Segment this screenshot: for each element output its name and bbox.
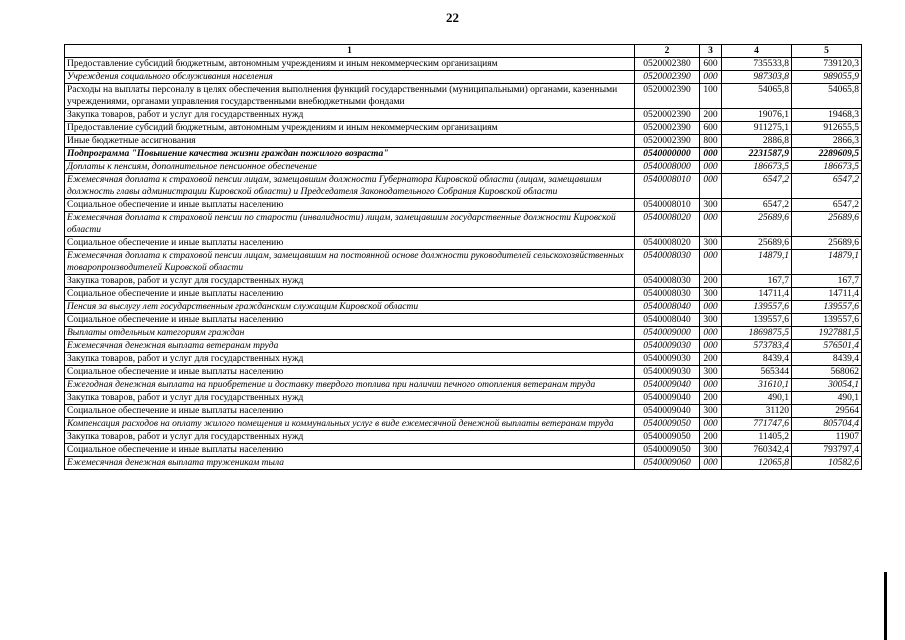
header-col-4: 4: [722, 45, 792, 58]
row-value-2024-cell: 167,7: [792, 275, 862, 288]
table-row: [65, 135, 862, 148]
row-type-cell: 800: [700, 135, 722, 148]
row-value-2023-cell: 760342,4: [722, 444, 792, 457]
row-code-cell: 0520002390: [635, 71, 700, 84]
row-name-cell: Ежемесячная денежная выплата труженикам тыла: [65, 457, 635, 470]
row-name-cell: Социальное обеспечение и иные выплаты населению: [65, 405, 635, 418]
table-row: [65, 109, 862, 122]
row-value-2023-cell: 11405,2: [722, 431, 792, 444]
table-row: [65, 314, 862, 327]
table-row: [65, 148, 862, 161]
row-name-cell: Учреждения социального обслуживания населения: [65, 71, 635, 84]
row-value-2024-cell: 139557,6: [792, 301, 862, 314]
row-type-cell: 300: [700, 199, 722, 212]
row-name-cell: Ежемесячная доплата к страховой пенсии по старости (инвалидности) лицам, замещавшим государственные должности Кировской области: [65, 212, 635, 237]
row-code-cell: 0540008030: [635, 288, 700, 301]
table-body: [65, 58, 862, 470]
row-name-cell: Социальное обеспечение и иные выплаты населению: [65, 366, 635, 379]
row-name-cell: Ежемесячная доплата к страховой пенсии лицам, замещавшим на постоянной основе должности руководителей сельскохозяйственных товаропроизводителей Кировской области: [65, 250, 635, 275]
row-value-2024-cell: 6547,2: [792, 174, 862, 199]
budget-table: [64, 44, 862, 470]
row-code-cell: 0540009040: [635, 379, 700, 392]
row-value-2024-cell: 139557,6: [792, 314, 862, 327]
row-value-2023-cell: 565344: [722, 366, 792, 379]
row-value-2024-cell: 490,1: [792, 392, 862, 405]
table-row: [65, 379, 862, 392]
row-name-cell: Ежемесячная денежная выплата ветеранам труда: [65, 340, 635, 353]
page-number: 22: [446, 10, 459, 25]
table-row: [65, 199, 862, 212]
row-name-cell: Предоставление субсидий бюджетным, автономным учреждениям и иным некоммерческим организациям: [65, 58, 635, 71]
row-code-cell: 0540009050: [635, 431, 700, 444]
row-code-cell: 0540008030: [635, 250, 700, 275]
row-name-cell: Социальное обеспечение и иные выплаты населению: [65, 199, 635, 212]
row-name-cell: Закупка товаров, работ и услуг для государственных нужд: [65, 431, 635, 444]
table-row: [65, 161, 862, 174]
row-code-cell: 0540009050: [635, 418, 700, 431]
table-row: [65, 392, 862, 405]
row-type-cell: 000: [700, 301, 722, 314]
row-type-cell: 000: [700, 418, 722, 431]
row-code-cell: 0540008030: [635, 275, 700, 288]
row-value-2024-cell: 19468,3: [792, 109, 862, 122]
row-value-2023-cell: 12065,8: [722, 457, 792, 470]
row-type-cell: 000: [700, 250, 722, 275]
row-type-cell: 000: [700, 327, 722, 340]
row-value-2024-cell: 29564: [792, 405, 862, 418]
row-value-2024-cell: 576501,4: [792, 340, 862, 353]
row-value-2024-cell: 30054,1: [792, 379, 862, 392]
table-row: [65, 212, 862, 237]
row-code-cell: 0540008040: [635, 301, 700, 314]
row-value-2023-cell: 25689,6: [722, 237, 792, 250]
row-value-2023-cell: 25689,6: [722, 212, 792, 237]
row-type-cell: 000: [700, 340, 722, 353]
table-row: [65, 84, 862, 109]
row-type-cell: 200: [700, 353, 722, 366]
table-row: [65, 405, 862, 418]
row-type-cell: 100: [700, 84, 722, 109]
row-value-2024-cell: 568062: [792, 366, 862, 379]
row-code-cell: 0540008020: [635, 237, 700, 250]
row-value-2023-cell: 139557,6: [722, 301, 792, 314]
row-type-cell: 200: [700, 109, 722, 122]
row-code-cell: 0540009030: [635, 353, 700, 366]
table-row: [65, 275, 862, 288]
row-code-cell: 0540009030: [635, 366, 700, 379]
row-type-cell: 300: [700, 288, 722, 301]
row-value-2024-cell: 989055,9: [792, 71, 862, 84]
row-value-2023-cell: 14711,4: [722, 288, 792, 301]
row-code-cell: 0540000000: [635, 148, 700, 161]
table-row: [65, 237, 862, 250]
row-name-cell: Пенсия за выслугу лет государственным гражданским служащим Кировской области: [65, 301, 635, 314]
row-value-2023-cell: 8439,4: [722, 353, 792, 366]
table-row: [65, 71, 862, 84]
row-value-2023-cell: 14879,1: [722, 250, 792, 275]
row-code-cell: 0540008040: [635, 314, 700, 327]
row-type-cell: 000: [700, 457, 722, 470]
row-name-cell: Подпрограмма "Повышение качества жизни граждан пожилого возраста": [65, 148, 635, 161]
row-value-2023-cell: 987303,8: [722, 71, 792, 84]
row-name-cell: Компенсация расходов на оплату жилого помещения и коммунальных услуг в виде ежемесячной денежной выплаты ветеранам труда: [65, 418, 635, 431]
row-value-2023-cell: 31610,1: [722, 379, 792, 392]
row-code-cell: 0540008010: [635, 174, 700, 199]
row-code-cell: 0540008010: [635, 199, 700, 212]
row-name-cell: Социальное обеспечение и иные выплаты населению: [65, 288, 635, 301]
row-type-cell: 600: [700, 58, 722, 71]
row-name-cell: Закупка товаров, работ и услуг для государственных нужд: [65, 109, 635, 122]
header-col-3: 3: [700, 45, 722, 58]
row-name-cell: Закупка товаров, работ и услуг для государственных нужд: [65, 353, 635, 366]
row-value-2023-cell: 186673,5: [722, 161, 792, 174]
row-code-cell: 0540009030: [635, 340, 700, 353]
table-row: [65, 418, 862, 431]
row-name-cell: Доплаты к пенсиям, дополнительное пенсионное обеспечение: [65, 161, 635, 174]
row-value-2024-cell: 1927881,5: [792, 327, 862, 340]
row-value-2023-cell: 2231587,9: [722, 148, 792, 161]
row-code-cell: 0520002390: [635, 84, 700, 109]
row-code-cell: 0520002390: [635, 122, 700, 135]
row-value-2024-cell: 186673,5: [792, 161, 862, 174]
table-row: [65, 444, 862, 457]
row-value-2024-cell: 2289609,5: [792, 148, 862, 161]
table-row: [65, 353, 862, 366]
row-code-cell: 0540009040: [635, 405, 700, 418]
row-name-cell: Ежегодная денежная выплата на приобретение и доставку твердого топлива при наличии печного отопления ветеранам труда: [65, 379, 635, 392]
row-type-cell: 300: [700, 237, 722, 250]
row-name-cell: Закупка товаров, работ и услуг для государственных нужд: [65, 392, 635, 405]
row-code-cell: 0520002380: [635, 58, 700, 71]
row-code-cell: 0540009000: [635, 327, 700, 340]
row-value-2024-cell: 25689,6: [792, 212, 862, 237]
row-code-cell: 0540009060: [635, 457, 700, 470]
row-value-2023-cell: 31120: [722, 405, 792, 418]
row-value-2023-cell: 573783,4: [722, 340, 792, 353]
row-value-2024-cell: 2866,3: [792, 135, 862, 148]
row-name-cell: Расходы на выплаты персоналу в целях обеспечения выполнения функций государственными (муниципальными) органами, казенными учреждениями, органами управления государственными внебюджетными фондами: [65, 84, 635, 109]
row-name-cell: Закупка товаров, работ и услуг для государственных нужд: [65, 275, 635, 288]
table-row: [65, 122, 862, 135]
row-code-cell: 0520002390: [635, 109, 700, 122]
row-name-cell: Предоставление субсидий бюджетным, автономным учреждениям и иным некоммерческим организациям: [65, 122, 635, 135]
table-row: [65, 457, 862, 470]
row-value-2023-cell: 54065,8: [722, 84, 792, 109]
row-type-cell: 300: [700, 366, 722, 379]
row-value-2023-cell: 1869875,5: [722, 327, 792, 340]
row-value-2024-cell: 54065,8: [792, 84, 862, 109]
row-value-2023-cell: 490,1: [722, 392, 792, 405]
row-type-cell: 300: [700, 405, 722, 418]
row-code-cell: 0540009050: [635, 444, 700, 457]
row-value-2024-cell: 912655,5: [792, 122, 862, 135]
row-type-cell: 000: [700, 212, 722, 237]
row-value-2024-cell: 14711,4: [792, 288, 862, 301]
row-type-cell: 000: [700, 71, 722, 84]
row-name-cell: Иные бюджетные ассигнования: [65, 135, 635, 148]
row-type-cell: 300: [700, 314, 722, 327]
row-value-2024-cell: 8439,4: [792, 353, 862, 366]
row-name-cell: Ежемесячная доплата к страховой пенсии лицам, замещавшим должности Губернатора Кировской области (лицам, замещавшим должность главы администрации Кировской области) и Председателя Законодательного Собрания Кировской области: [65, 174, 635, 199]
row-code-cell: 0540009040: [635, 392, 700, 405]
row-value-2023-cell: 2886,8: [722, 135, 792, 148]
row-code-cell: 0520002390: [635, 135, 700, 148]
row-type-cell: 000: [700, 161, 722, 174]
scan-edge-mark: [884, 572, 887, 640]
row-name-cell: Социальное обеспечение и иные выплаты населению: [65, 237, 635, 250]
row-value-2024-cell: 14879,1: [792, 250, 862, 275]
row-type-cell: 300: [700, 444, 722, 457]
row-value-2024-cell: 10582,6: [792, 457, 862, 470]
header-col-5: 5: [792, 45, 862, 58]
row-type-cell: 000: [700, 379, 722, 392]
row-type-cell: 200: [700, 392, 722, 405]
row-type-cell: 600: [700, 122, 722, 135]
row-type-cell: 000: [700, 148, 722, 161]
table-row: [65, 340, 862, 353]
row-value-2023-cell: 19076,1: [722, 109, 792, 122]
row-name-cell: Социальное обеспечение и иные выплаты населению: [65, 314, 635, 327]
row-code-cell: 0540008000: [635, 161, 700, 174]
table-row: [65, 174, 862, 199]
row-type-cell: 000: [700, 174, 722, 199]
row-value-2023-cell: 139557,6: [722, 314, 792, 327]
table-row: [65, 58, 862, 71]
row-value-2023-cell: 771747,6: [722, 418, 792, 431]
row-value-2024-cell: 25689,6: [792, 237, 862, 250]
table-row: [65, 366, 862, 379]
table-row: [65, 327, 862, 340]
table-row: [65, 250, 862, 275]
row-type-cell: 200: [700, 431, 722, 444]
row-name-cell: Выплаты отдельным категориям граждан: [65, 327, 635, 340]
row-value-2023-cell: 6547,2: [722, 174, 792, 199]
row-value-2023-cell: 6547,2: [722, 199, 792, 212]
row-value-2024-cell: 805704,4: [792, 418, 862, 431]
row-type-cell: 200: [700, 275, 722, 288]
row-value-2024-cell: 793797,4: [792, 444, 862, 457]
header-col-1: 1: [65, 45, 635, 58]
row-value-2024-cell: 6547,2: [792, 199, 862, 212]
row-value-2023-cell: 167,7: [722, 275, 792, 288]
row-value-2024-cell: 739120,3: [792, 58, 862, 71]
table-row: [65, 288, 862, 301]
row-value-2023-cell: 911275,1: [722, 122, 792, 135]
row-value-2023-cell: 735533,8: [722, 58, 792, 71]
row-value-2024-cell: 11907: [792, 431, 862, 444]
row-code-cell: 0540008020: [635, 212, 700, 237]
header-row: [65, 45, 862, 58]
table-row: [65, 431, 862, 444]
header-col-2: 2: [635, 45, 700, 58]
table-row: [65, 301, 862, 314]
row-name-cell: Социальное обеспечение и иные выплаты населению: [65, 444, 635, 457]
